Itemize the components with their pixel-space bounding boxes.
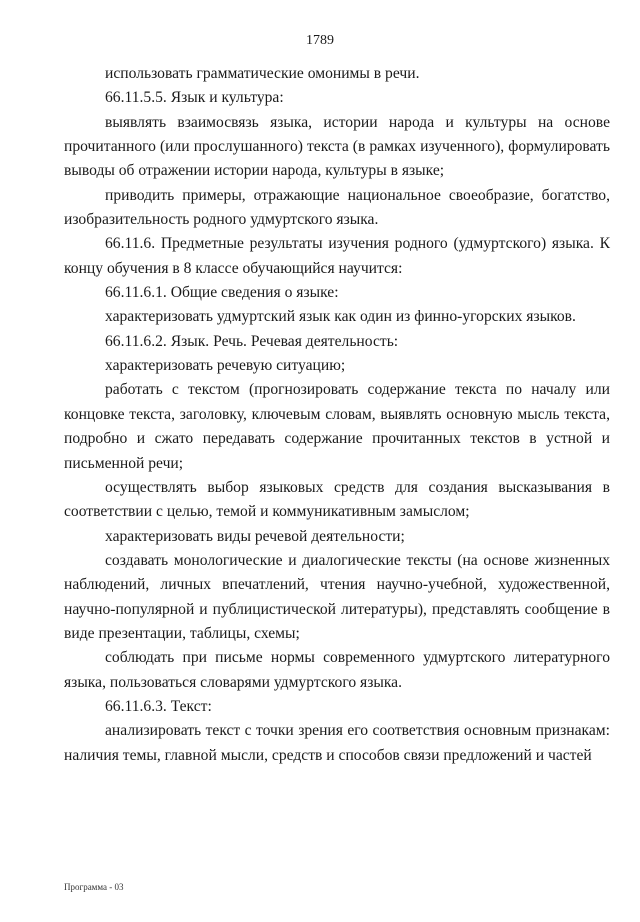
paragraph: 66.11.6.2. Язык. Речь. Речевая деятельность: [105, 332, 399, 350]
paragraph: характеризовать речевую ситуацию; [105, 357, 346, 375]
body-text [64, 62, 610, 768]
paragraph: характеризовать удмуртский язык как один из финно-угорских языков. [105, 308, 576, 326]
paragraph: соблюдать при письме нормы современного удмуртского литературного языка, пользоваться словарями удмуртского языка. [64, 649, 610, 691]
footer-label: Программа - 03 [64, 882, 124, 892]
paragraph: 66.11.6. Предметные результаты изучения родного (удмуртского) языка. К концу обучения в 8 классе обучающийся научится: [64, 235, 610, 277]
paragraph: работать с текстом (прогнозировать содержание текста по началу или концовке текста, заголовку, ключевым словам, выявлять основную мысль текста, подробно и сжато передавать содержание прочитанных текстов в устной и письменной речи; [64, 381, 610, 472]
paragraph: приводить примеры, отражающие национальное своеобразие, богатство, изобразительность родного удмуртского языка. [64, 186, 610, 229]
paragraph: 66.11.6.3. Текст: [105, 697, 212, 715]
page-number: 1789 [306, 33, 334, 48]
paragraph: выявлять взаимосвязь языка, истории народа и культуры на основе прочитанного (или прослушанного) текста (в рамках изученного), формулировать выводы об отражении истории народа, культуры в языке; [64, 113, 610, 180]
paragraph: 66.11.6.1. Общие сведения о языке: [105, 284, 339, 302]
paragraph: использовать грамматические омонимы в речи. [105, 65, 420, 82]
paragraph: осуществлять выбор языковых средств для создания высказывания в соответствии с целью, темой и коммуникативным замыслом; [64, 478, 610, 521]
paragraph: характеризовать виды речевой деятельности; [105, 527, 405, 545]
paragraph: создавать монологические и диалогические тексты (на основе жизненных наблюдений, личных впечатлений, чтения научно-учебной, художественной, научно-популярной и публицистической литературы), представлять сообщение в виде презентации, таблицы, схемы; [64, 551, 610, 642]
paragraph: 66.11.5.5. Язык и культура: [105, 89, 284, 107]
paragraph: анализировать текст с точки зрения его соответствия основным признакам: наличия темы, главной мысли, средств и способов связи предложений и частей [64, 722, 610, 764]
